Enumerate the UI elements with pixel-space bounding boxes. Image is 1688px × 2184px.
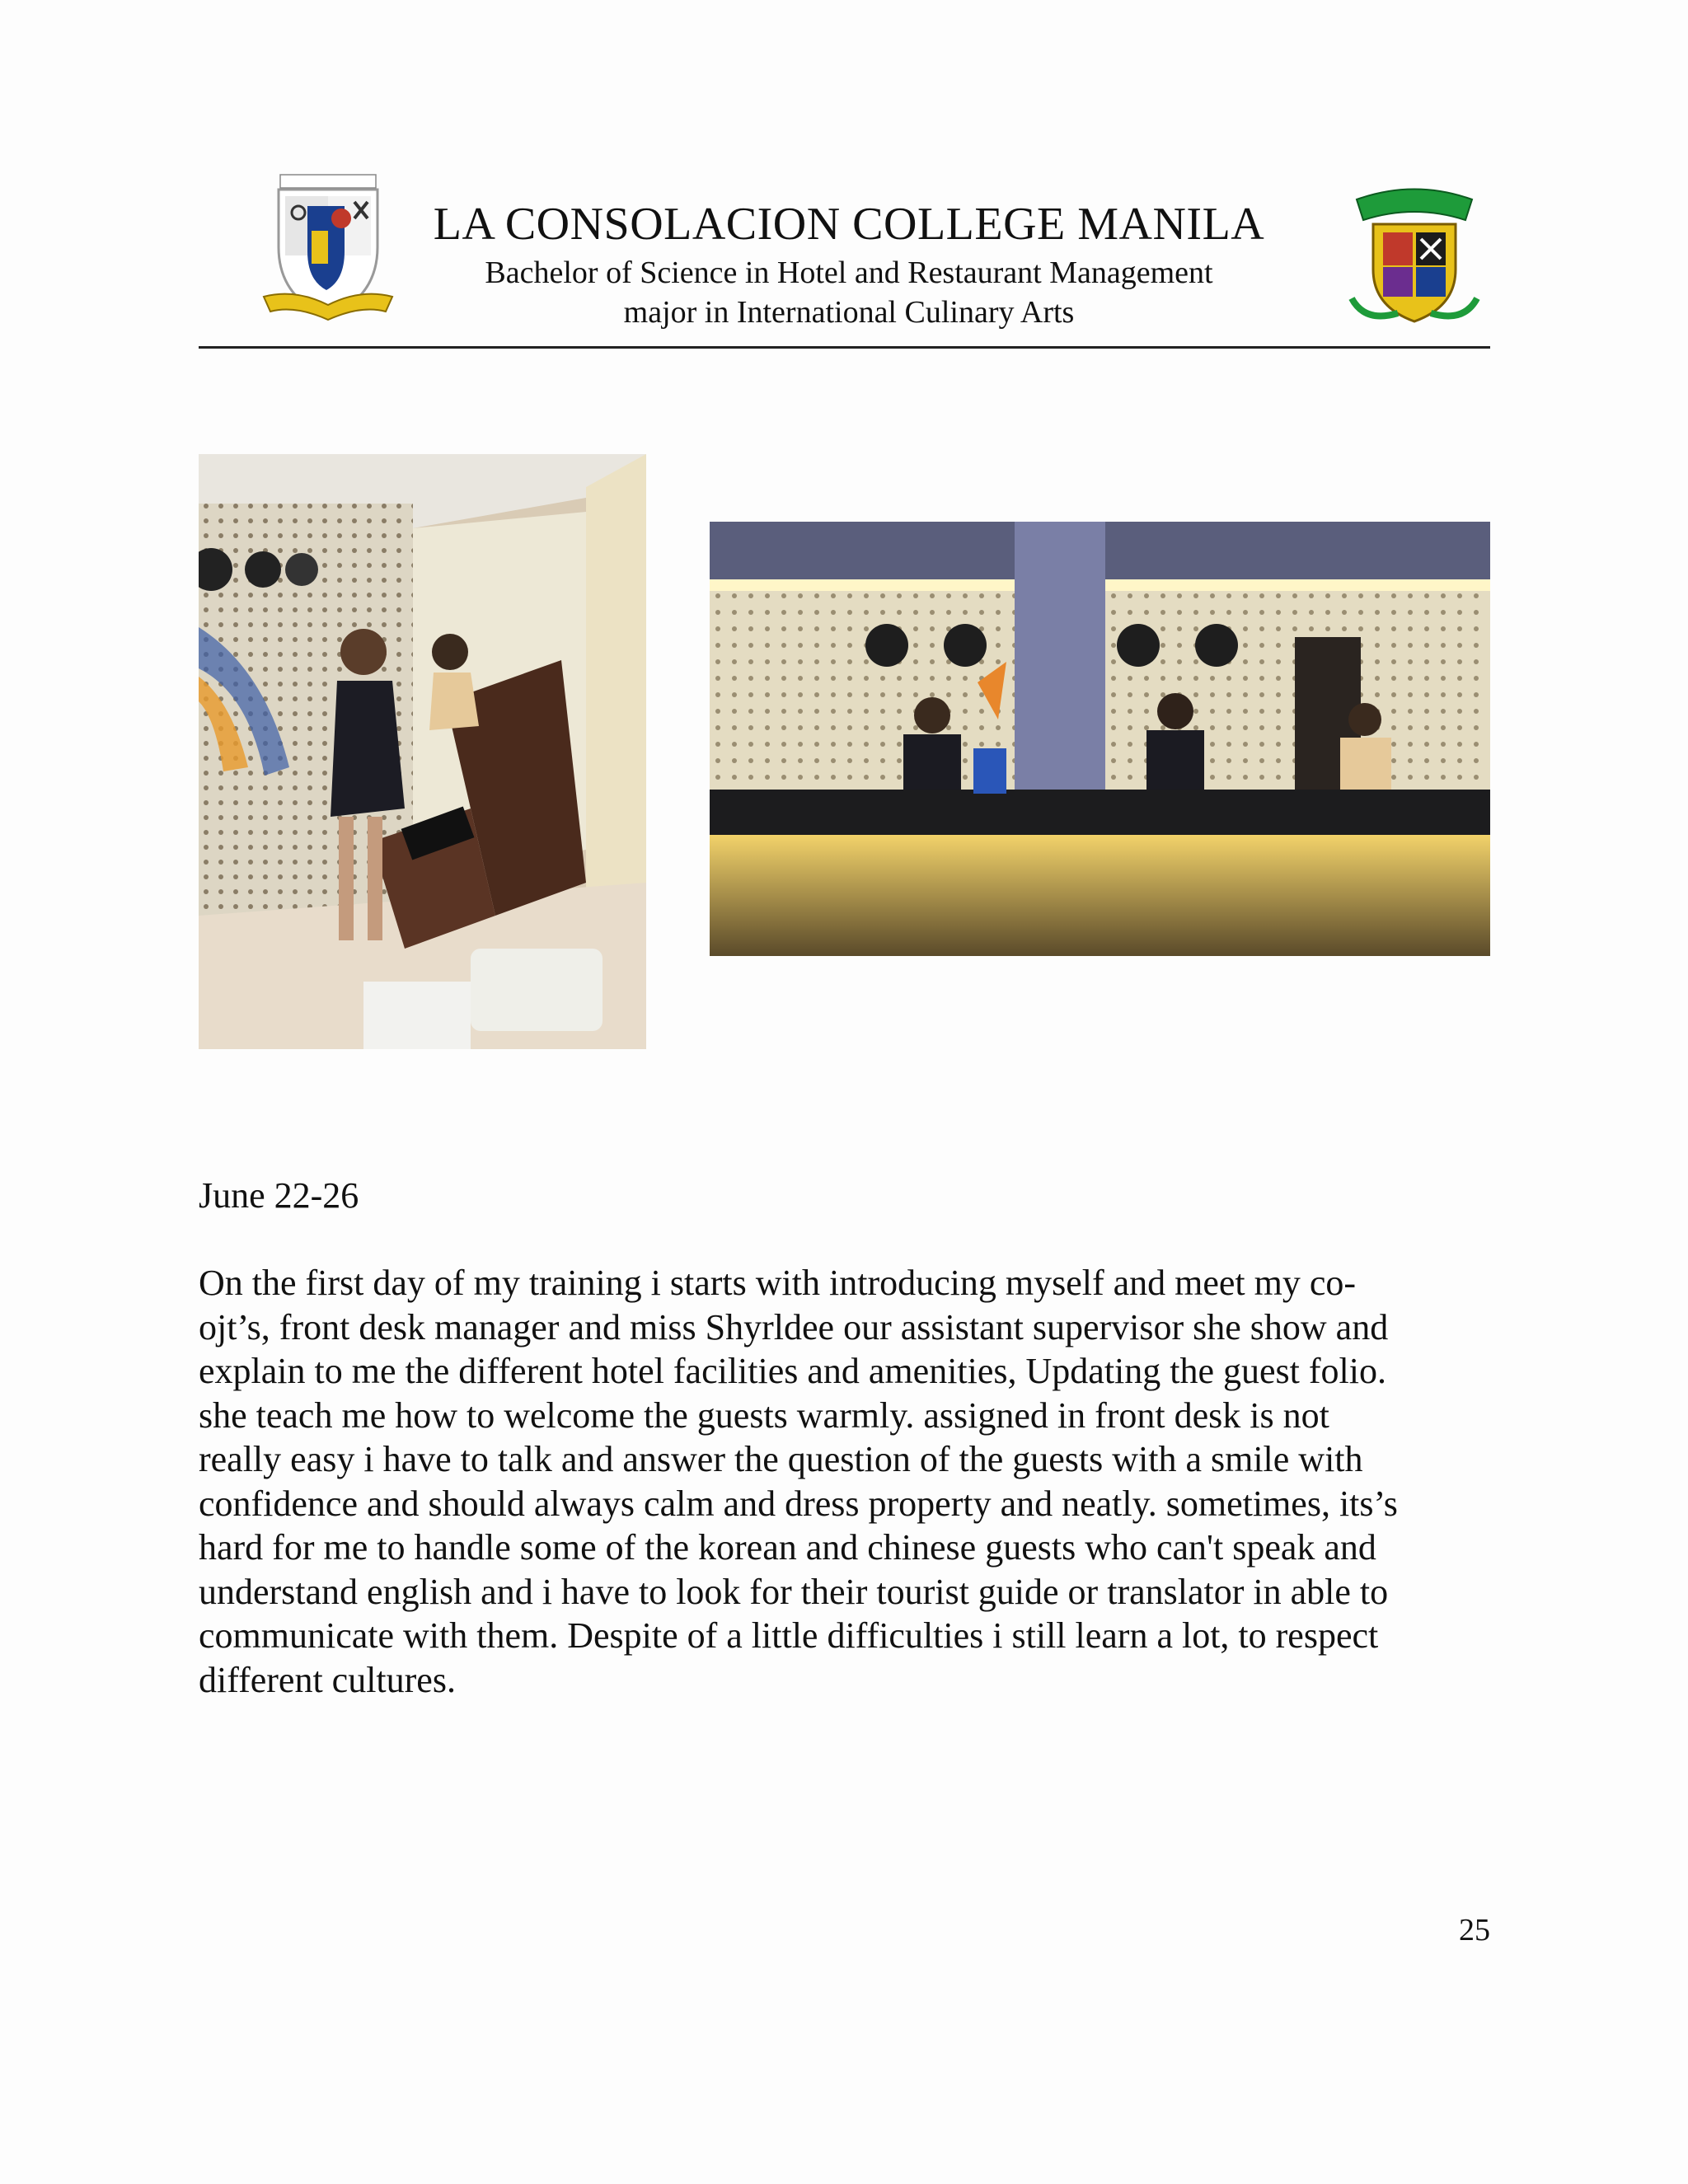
program-line-1: Bachelor of Science in Hotel and Restaurant Management xyxy=(485,255,1213,290)
entry-line: explain to me the different hotel facilities and amenities, Updating the guest folio. xyxy=(199,1351,1386,1391)
entry-date: June 22-26 xyxy=(199,1175,359,1216)
entry-line: On the first day of my training i starts with introducing myself and meet my co- xyxy=(199,1263,1357,1303)
entry-line: really easy i have to talk and answer the question of the guests with a smile with xyxy=(199,1439,1363,1479)
page-number: 25 xyxy=(1459,1913,1490,1947)
entry-line: ojt’s, front desk manager and miss Shyrldee our assistant supervisor she show and xyxy=(199,1306,1389,1347)
department-crest-icon xyxy=(1348,183,1480,330)
entry-line: confidence and should always calm and dress property and neatly. sometimes, its’s xyxy=(199,1483,1398,1524)
entry-line: understand english and i have to look for their tourist guide or translator in able to xyxy=(199,1571,1389,1612)
header-divider xyxy=(199,346,1490,349)
program-line-2: major in International Culinary Arts xyxy=(623,295,1075,330)
entry-line: hard for me to handle some of the korean and chinese guests who can't speak and xyxy=(199,1527,1376,1568)
college-name: LA CONSOLACION COLLEGE MANILA xyxy=(433,199,1265,250)
entry-line: she teach me how to welcome the guests warmly. assigned in front desk is not xyxy=(199,1394,1329,1436)
entry-line: different cultures. xyxy=(199,1659,456,1700)
journal-entry xyxy=(199,1261,1501,1702)
reception-counter-photo xyxy=(710,522,1490,956)
college-crest-icon xyxy=(262,173,394,330)
front-desk-staff-photo xyxy=(199,454,646,1049)
entry-line: communicate with them. Despite of a little difficulties i still learn a lot, to respect xyxy=(199,1615,1379,1656)
